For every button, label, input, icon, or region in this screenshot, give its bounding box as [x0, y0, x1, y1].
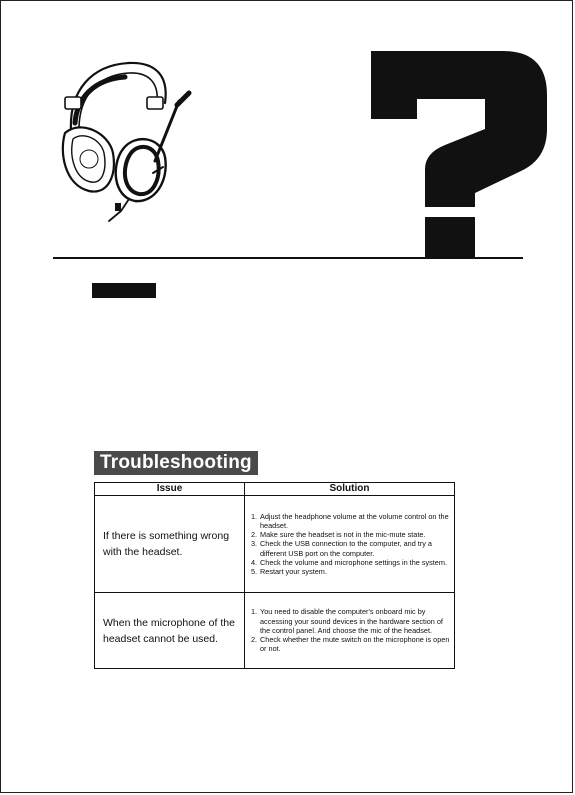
- list-item: 2. Check whether the mute switch on the microphone is open or not.: [251, 635, 450, 654]
- section-label-bar: [92, 283, 156, 298]
- list-item: 4. Check the volume and microphone settings in the system.: [251, 557, 447, 567]
- solution-cell: [245, 593, 455, 669]
- list-item: 3. Check the USB connection to the computer, and try a different USB port on the computer.: [251, 539, 432, 558]
- table-header-row: [95, 483, 455, 496]
- question-mark-icon: [353, 41, 558, 261]
- list-item: 5. Restart your system.: [251, 567, 327, 576]
- issue-cell: If there is something wrong with the headset.: [95, 496, 245, 593]
- issue-cell: When the microphone of the headset cannot be used.: [95, 593, 245, 669]
- table-row: [95, 496, 455, 593]
- solution-list: [245, 607, 454, 653]
- list-item: 1. Adjust the headphone volume at the volume control on the headset.: [251, 511, 449, 530]
- troubleshooting-table: [94, 482, 455, 669]
- column-header-issue: Issue: [95, 483, 245, 496]
- solution-cell: [245, 496, 455, 593]
- table-row: [95, 593, 455, 669]
- divider-line: [53, 257, 523, 259]
- solution-list: [245, 512, 454, 576]
- troubleshooting-title: Troubleshooting: [94, 451, 258, 475]
- list-item: 1. You need to disable the computer's onboard mic by accessing your sound devices in the hardware section of the control panel. And choose the mic of the headset.: [251, 607, 443, 635]
- column-header-solution: Solution: [245, 483, 455, 496]
- headset-icon: [51, 53, 201, 233]
- list-item: 2. Make sure the headset is not in the mic-mute state.: [251, 530, 426, 540]
